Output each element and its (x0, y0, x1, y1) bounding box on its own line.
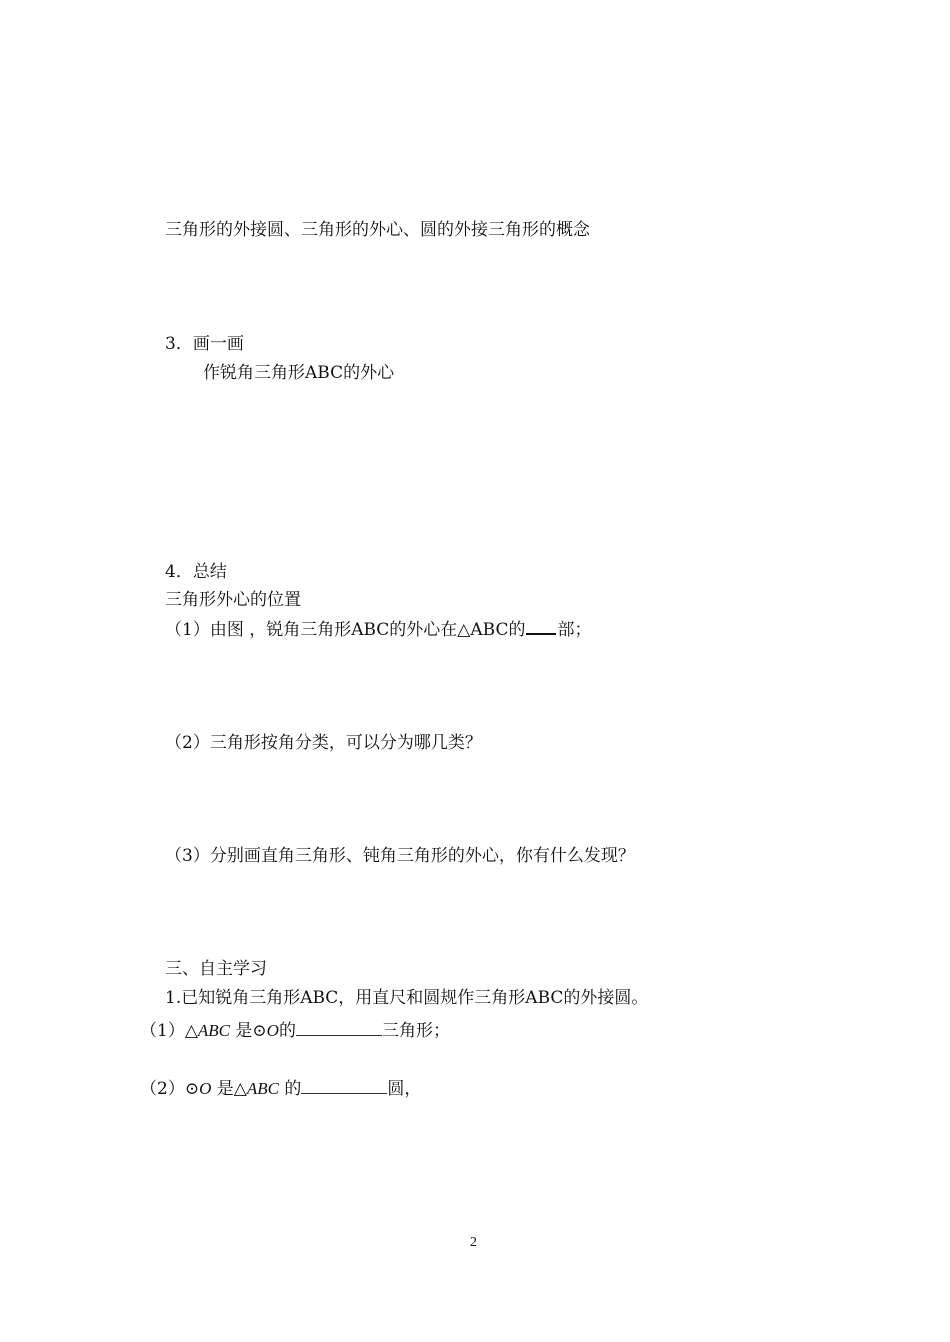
sub-question-1-prefix: （1） (140, 1021, 185, 1041)
section-3-heading: 3．画一画 (165, 334, 244, 354)
answer-blank[interactable] (301, 1078, 387, 1094)
question-1-text: （1）由图 ，锐角三角形ABC的外心在△ABC的 (165, 620, 526, 640)
triangle-letters: ABC (246, 1079, 279, 1098)
sub-question-2-connector: 的 (284, 1079, 302, 1099)
answer-blank[interactable] (526, 618, 556, 635)
section-3-task: 作锐角三角形ABC的外心 (203, 363, 395, 383)
circle-letter: O (199, 1079, 212, 1098)
triangle-symbol: △ (233, 1079, 247, 1098)
sub-question-1-mid: 是 (235, 1021, 253, 1041)
sub-question-1 (140, 1020, 450, 1042)
page-number: 2 (470, 1235, 477, 1250)
sub-question-2-suffix: 圆， (387, 1079, 422, 1099)
sub-question-2-mid: 是 (211, 1079, 234, 1099)
sub-question-2-prefix: （2） (140, 1079, 185, 1099)
section-4-heading: 4．总结 (165, 562, 227, 582)
circle-symbol: ⊙ (184, 1079, 200, 1099)
triangle-symbol: △ (184, 1021, 198, 1040)
sub-question-1-connector: 的 (278, 1021, 296, 1041)
concept-line: 三角形的外接圆、三角形的外心、圆的外接三角形的概念 (165, 220, 590, 240)
section-4-subheading: 三角形外心的位置 (165, 590, 301, 610)
part-3-heading: 三、自主学习 (165, 959, 267, 979)
triangle-abc-formula (234, 1079, 279, 1098)
sub-question-2 (140, 1078, 421, 1100)
answer-blank[interactable] (296, 1020, 382, 1036)
triangle-abc-formula (185, 1021, 230, 1040)
question-1 (165, 618, 591, 641)
question-1-suffix: 部； (557, 620, 592, 640)
problem-1: 1.已知锐角三角形ABC，用直尺和圆规作三角形ABC的外接圆。 (165, 988, 649, 1008)
sub-question-1-suffix: 三角形； (381, 1021, 450, 1041)
circle-symbol: ⊙ (252, 1021, 267, 1041)
circle-letter: O (266, 1021, 279, 1040)
triangle-letters: ABC (197, 1021, 231, 1040)
question-3: （3）分别画直角三角形、钝角三角形的外心，你有什么发现？ (165, 846, 635, 866)
question-2: （2）三角形按角分类，可以分为哪几类？ (165, 733, 482, 753)
